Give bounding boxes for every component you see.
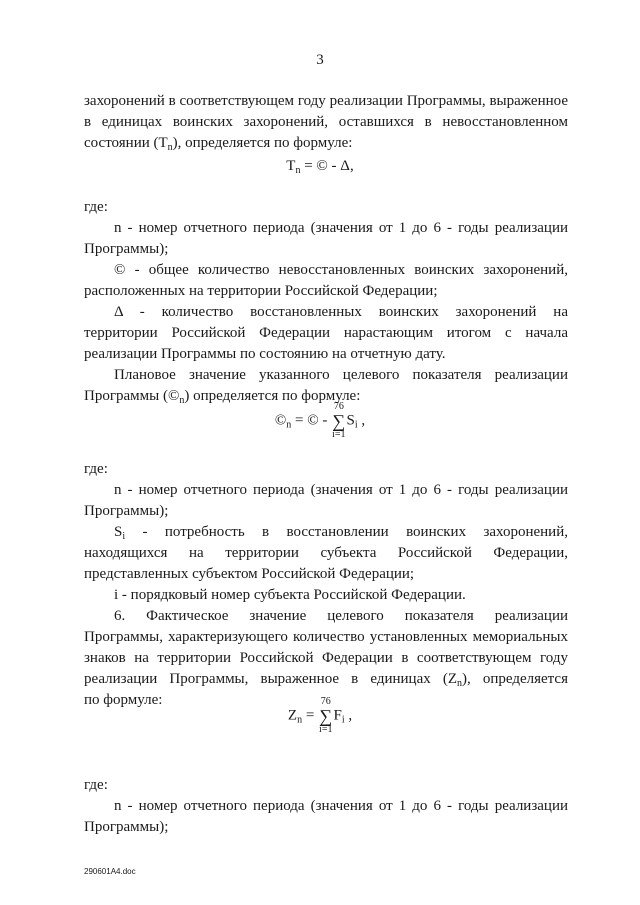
paragraph-intro: захоронений в соответствующем году реализации Программы, выраженное в единицах воинских захоронений, оставшихся в невосстановленном состоянии $(T_n)$, определяется по формуле: [84,93,568,153]
formula-cn: $©_n$ = © - 76 ∑ i=1 $S_i$ , [274,401,366,440]
definitions-3: где: n - номер отчетного периода (значения от 1 до 6 - годы реализации Программы); [84,777,568,835]
sum-symbol: 76 ∑ i=1 [319,696,333,735]
where-label: где: [84,777,108,793]
page-number: 3 [316,52,324,68]
footer-filename: 290601А4.doc [84,867,136,876]
where-label: где: [84,461,108,477]
where-label: где: [84,199,108,215]
formula-zn: $Z_n$ = 76 ∑ i=1 $F_i$ , [287,696,353,735]
formula-tn: $T_n$ = © - Δ, [286,158,354,176]
sum-symbol: 76 ∑ i=1 [332,401,346,440]
definitions-2: где: n - номер отчетного периода (значения от 1 до 6 - годы реализации Программы); $S_i$ - потребность в восстановлении воинских захоронений, находящихся на территории субъекта Российской Федерации, представленных субъектом Российской Федерации; i - порядковый номер субъекта Российской Федерации. 6. Фактическое значение целевого показателя реализации Программы, характеризующего количество установленных мемориальных знаков на территории Российской Федерации в соответствующем году реализации Программы, выраженное в единицах $(Z_n)$, определяется по формуле: [84,461,568,708]
definitions-1: где: n - номер отчетного периода (значения от 1 до 6 - годы реализации Программы); © - общее количество невосстановленных воинских захоронений, расположенных на территории Российской Федерации; Δ - количество восстановленных воинских захоронений на территории Российской Федерации нарастающим итогом с начала реализации Программы по состоянию на отчетную дату. Плановое значение указанного целевого показателя реализации Программы $(©_n)$ определяется по формуле: [84,199,568,406]
